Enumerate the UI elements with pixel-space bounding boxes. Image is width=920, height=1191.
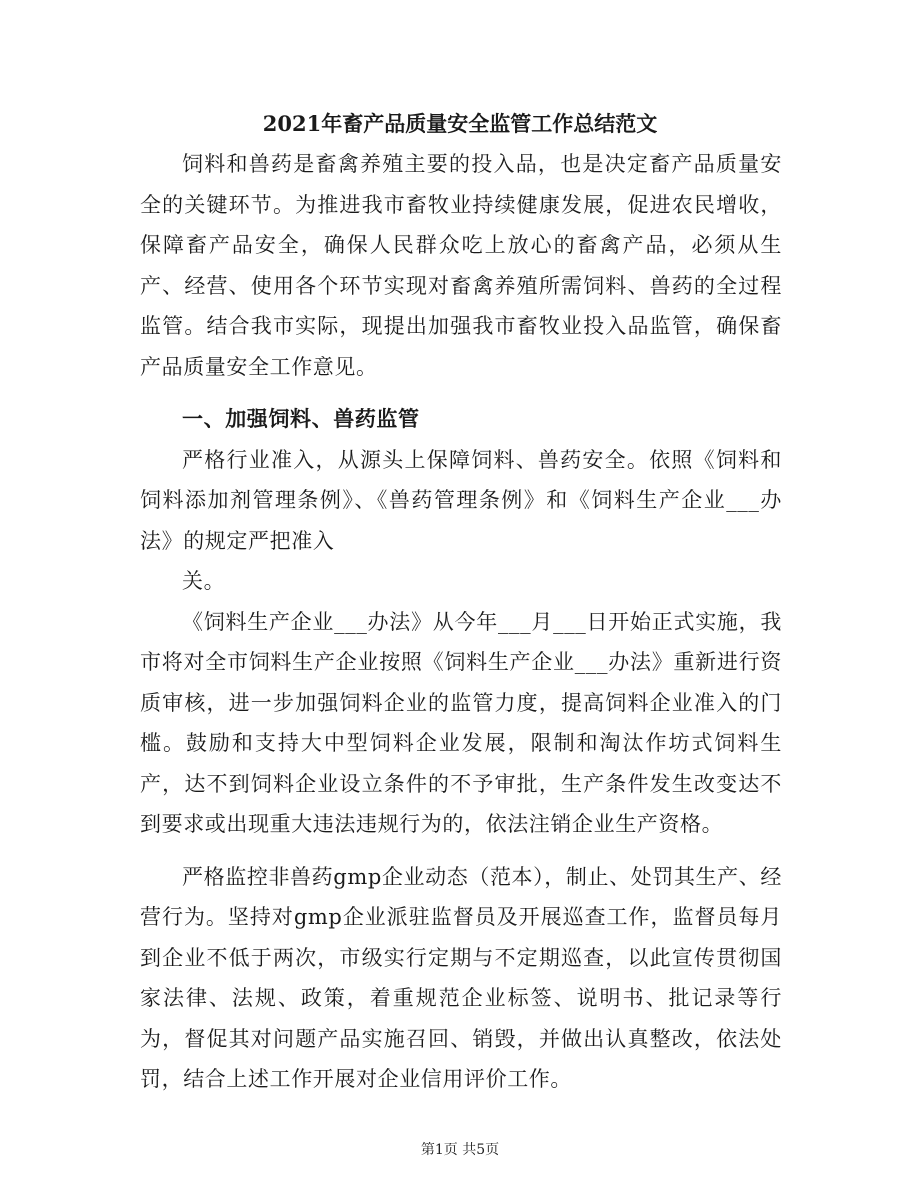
paragraph-feed-enterprise: 《饲料生产企业___办法》从今年___月___日开始正式实施，我市将对全市饲料生产企业按照《饲料生产企业___办法》重新进行资质审核，进一步加强饲料企业的监管力度，提高饲料企业准入的门槛。鼓励和支持大中型饲料企业发展，限制和淘汰作坊式饲料生产，达不到饲料企业设立条件的不予审批，生产条件发生改变达不到要求或出现重大违法违规行为的，依法注销企业生产资格。 bbox=[140, 609, 782, 836]
paragraph-access-cont: 关。 bbox=[182, 569, 226, 593]
document-body bbox=[140, 144, 782, 1100]
paragraph-intro: 饲料和兽药是畜禽养殖主要的投入品，也是决定畜产品质量安全的关键环节。为推进我市畜牧业持续健康发展，促进农民增收，保障畜产品安全，确保人民群众吃上放心的畜禽产品，必须从生产、经营、使用各个环节实现对畜禽养殖所需饲料、兽药的全过程监管。结合我市实际，现提出加强我市畜牧业投入品监管，确保畜产品质量安全工作意见。 bbox=[140, 152, 782, 379]
section-heading: 一、加强饲料、兽药监管 bbox=[182, 406, 420, 431]
paragraph-gmp-monitoring: 严格监控非兽药gmp企业动态（范本），制止、处罚其生产、经营行为。坚持对gmp企业派驻监督员及开展巡查工作，监督员每月到企业不低于两次，市级实行定期与不定期巡查，以此宣传贯彻国家法律、法规、政策，着重规范企业标签、说明书、批记录等行为，督促其对问题产品实施召回、销毁，并做出认真整改，依法处罚，结合上述工作开展对企业信用评价工作。 bbox=[140, 864, 782, 1091]
page-number: 第1页 共5页 bbox=[420, 1142, 500, 1158]
document-title: 2021年畜产品质量安全监管工作总结范文 bbox=[262, 111, 658, 136]
paragraph-access: 严格行业准入，从源头上保障饲料、兽药安全。依照《饲料和饲料添加剂管理条例》、《兽药管理条例》和《饲料生产企业___办法》的规定严把准入 bbox=[140, 447, 782, 553]
